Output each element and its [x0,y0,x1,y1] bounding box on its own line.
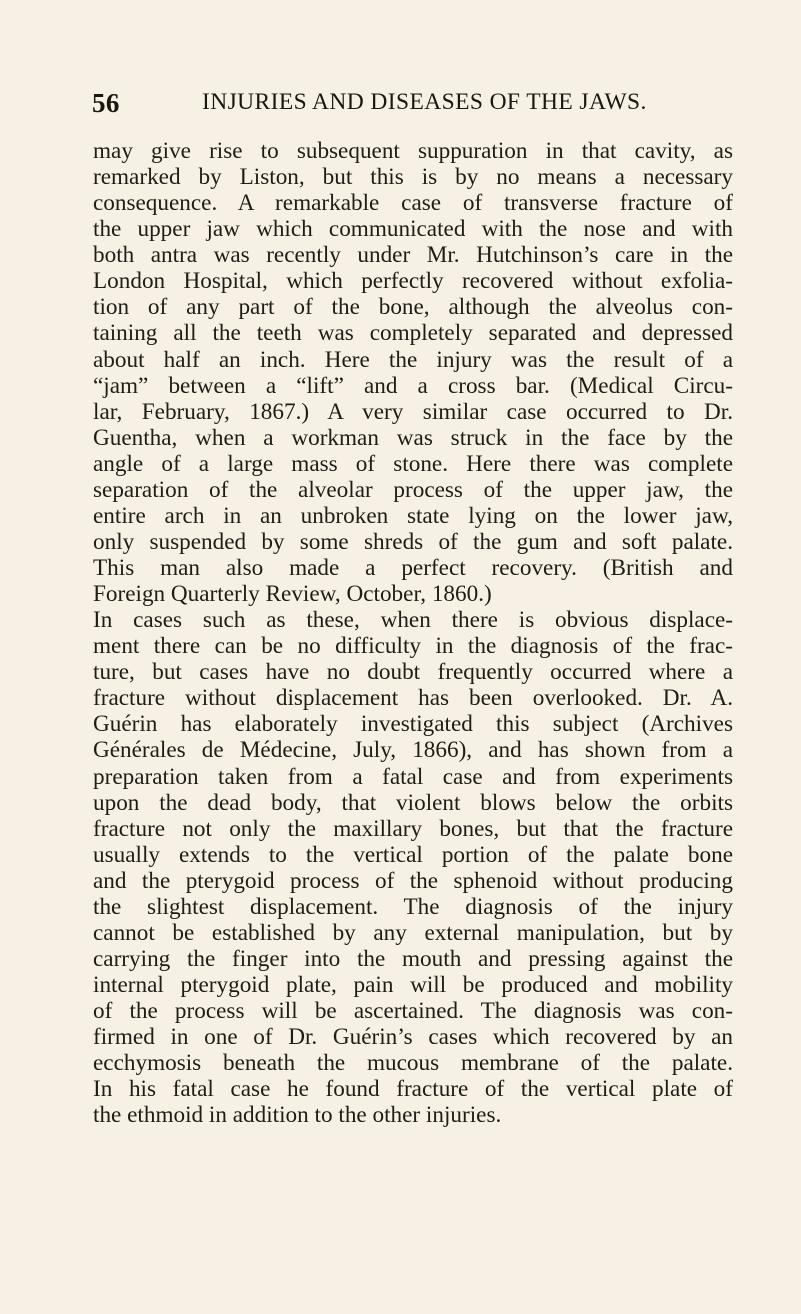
running-title: INJURIES AND DISEASES OF THE JAWS. [202,89,647,115]
text-line: Guérin has elaborately investigated this subject (Archives [93,711,733,738]
text-line: ment there can be no difficulty in the diagnosis of the frac- [93,633,733,660]
text-line: taining all the teeth was completely separated and depressed [93,320,733,347]
text-line: firmed in one of Dr. Guérin’s cases which recovered by an [93,1024,733,1051]
text-line: cannot be established by any external manipulation, but by [93,919,733,946]
text-line: about half an inch. Here the injury was the result of a [93,346,733,373]
text-line: lar, February, 1867.) A very similar case occurred to Dr. [93,398,733,425]
text-line: angle of a large mass of stone. Here there was complete [93,450,733,477]
text-line: London Hospital, which perfectly recovered without exfolia- [93,268,733,295]
text-line: In his fatal case he found fracture of the vertical plate of [93,1076,733,1103]
running-head [92,88,732,122]
text-line: fracture without displacement has been overlooked. Dr. A. [93,685,733,712]
text-line: This man also made a perfect recovery. (British and [93,555,733,581]
text-line: only suspended by some shreds of the gum and soft palate. [93,528,733,555]
text-line: internal pterygoid plate, pain will be produced and mobility [93,972,733,998]
text-line: the ethmoid in addition to the other injuries. [93,1102,502,1129]
text-line: may give rise to subsequent suppuration in that cavity, as [93,138,733,164]
text-line: separation of the alveolar process of the upper jaw, the [93,476,733,503]
text-line: ture, but cases have no doubt frequently occurred where a [93,659,733,686]
text-line: and the pterygoid process of the sphenoid without producing [93,867,733,894]
text-line: “jam” between a “lift” and a cross bar. (Medical Circu- [93,372,733,399]
text-line: upon the dead body, that violent blows below the orbits [93,789,733,816]
text-line: preparation taken from a fatal case and from experiments [93,763,733,790]
text-line: usually extends to the vertical portion of the palate bone [93,841,733,868]
text-line: of the process will be ascertained. The diagnosis was con- [93,998,733,1025]
page-number: 56 [92,88,120,118]
text-line: Générales de Médecine, July, 1866), and has shown from a [93,737,733,764]
body-text [93,138,733,1128]
text-line: In cases such as these, when there is obvious displace- [93,607,733,634]
text-line: fracture not only the maxillary bones, but that the fracture [93,815,733,842]
text-line: tion of any part of the bone, although the alveolus con- [93,294,733,321]
text-line: Guentha, when a workman was struck in the face by the [93,424,733,451]
text-line: the slightest displacement. The diagnosis of the injury [93,893,733,920]
text-line: consequence. A remarkable case of transverse fracture of [93,190,733,217]
text-line: Foreign Quarterly Review, October, 1860.) [93,581,492,608]
text-line: carrying the finger into the mouth and pressing against the [93,945,733,972]
text-line: the upper jaw which communicated with the nose and with [93,216,733,243]
text-line: both antra was recently under Mr. Hutchinson’s care in the [93,242,733,269]
text-line: entire arch in an unbroken state lying on the lower jaw, [93,502,733,529]
text-line: remarked by Liston, but this is by no means a necessary [93,164,733,191]
text-line: ecchymosis beneath the mucous membrane of the palate. [93,1050,733,1077]
